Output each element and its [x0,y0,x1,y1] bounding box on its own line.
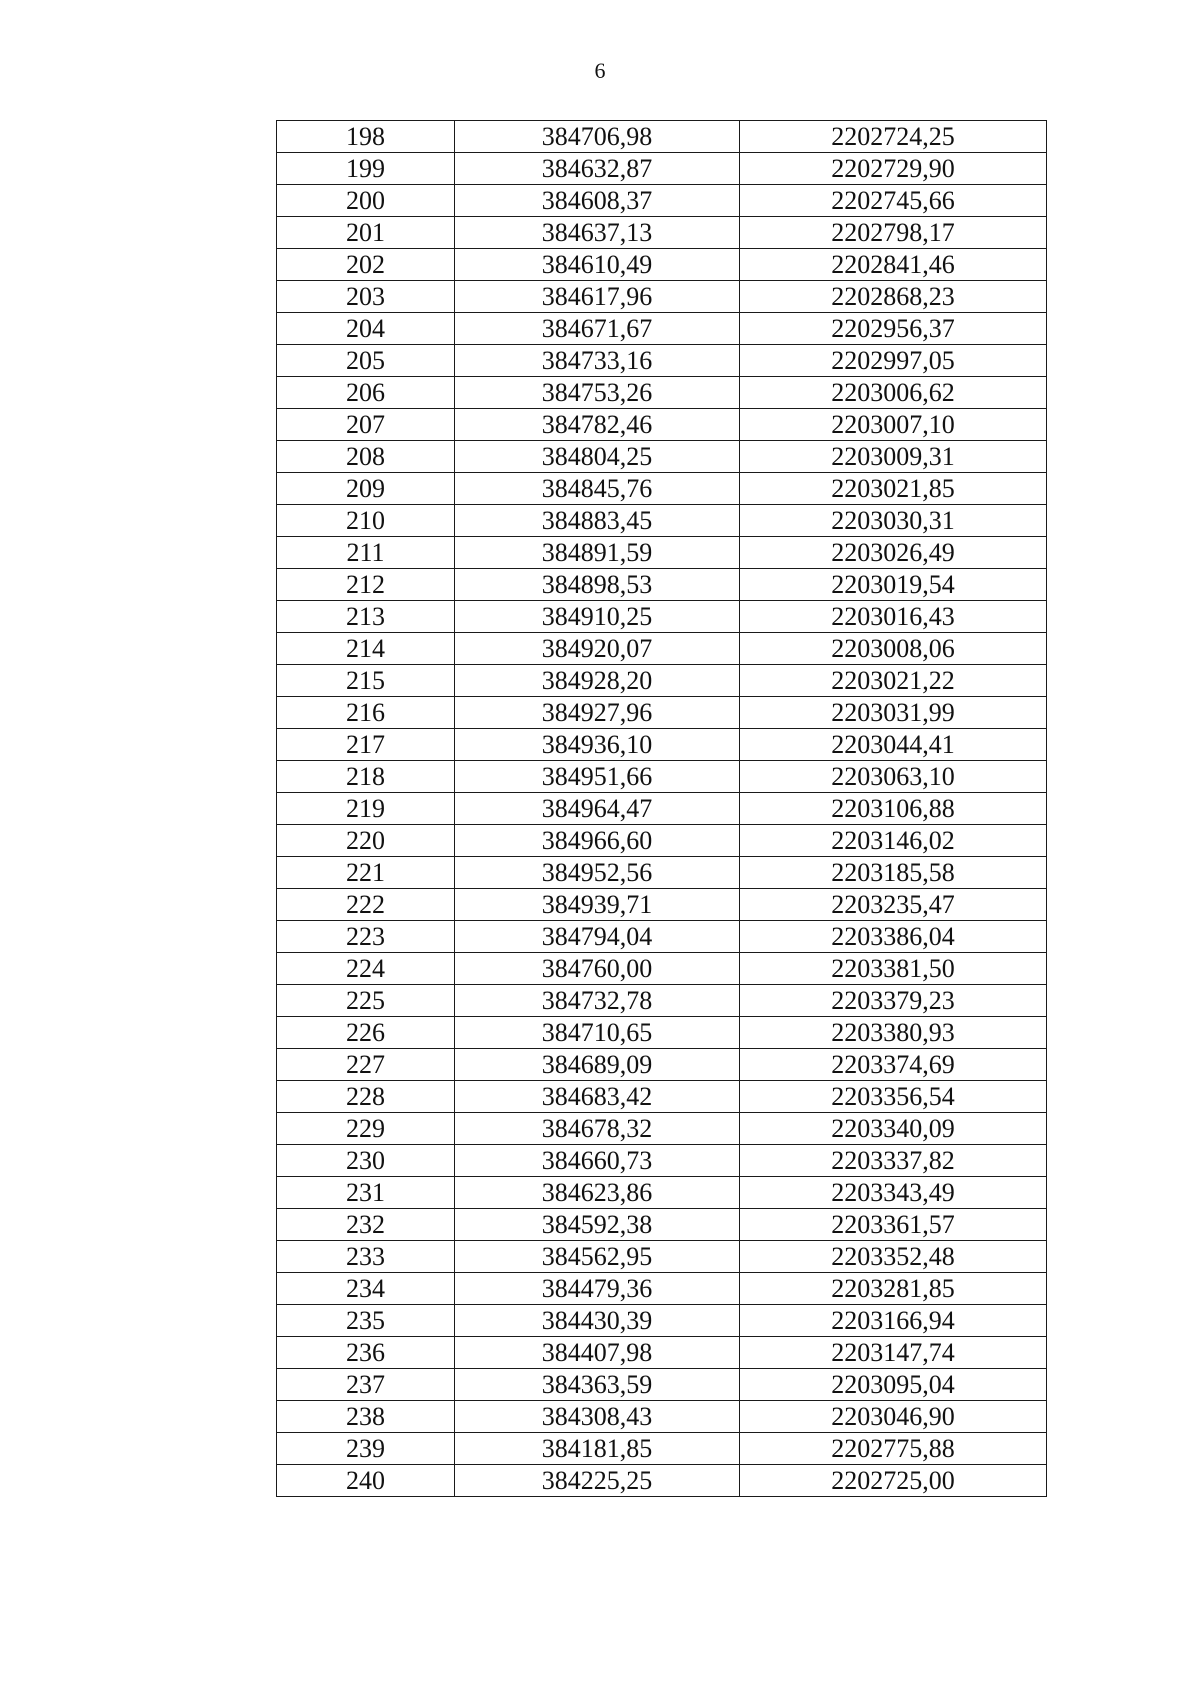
point-number-cell: 232 [277,1209,455,1241]
y-coordinate-cell: 2202868,23 [740,281,1047,313]
x-coordinate-cell: 384898,53 [455,569,740,601]
x-coordinate-cell: 384952,56 [455,857,740,889]
y-coordinate-cell: 2202775,88 [740,1433,1047,1465]
point-number-cell: 216 [277,697,455,729]
y-coordinate-cell: 2203281,85 [740,1273,1047,1305]
point-number-cell: 240 [277,1465,455,1497]
y-coordinate-cell: 2203380,93 [740,1017,1047,1049]
x-coordinate-cell: 384479,36 [455,1273,740,1305]
table-row [277,1273,1047,1305]
table-row [277,1081,1047,1113]
y-coordinate-cell: 2203016,43 [740,601,1047,633]
x-coordinate-cell: 384610,49 [455,249,740,281]
table-row [277,537,1047,569]
x-coordinate-cell: 384732,78 [455,985,740,1017]
point-number-cell: 219 [277,793,455,825]
x-coordinate-cell: 384430,39 [455,1305,740,1337]
coordinates-table-body [277,121,1047,1497]
x-coordinate-cell: 384910,25 [455,601,740,633]
x-coordinate-cell: 384562,95 [455,1241,740,1273]
point-number-cell: 205 [277,345,455,377]
table-row [277,409,1047,441]
x-coordinate-cell: 384939,71 [455,889,740,921]
table-row [277,441,1047,473]
table-row [277,121,1047,153]
x-coordinate-cell: 384928,20 [455,665,740,697]
x-coordinate-cell: 384733,16 [455,345,740,377]
point-number-cell: 218 [277,761,455,793]
point-number-cell: 202 [277,249,455,281]
x-coordinate-cell: 384964,47 [455,793,740,825]
x-coordinate-cell: 384710,65 [455,1017,740,1049]
x-coordinate-cell: 384623,86 [455,1177,740,1209]
x-coordinate-cell: 384966,60 [455,825,740,857]
y-coordinate-cell: 2203337,82 [740,1145,1047,1177]
table-row [277,601,1047,633]
y-coordinate-cell: 2203352,48 [740,1241,1047,1273]
x-coordinate-cell: 384407,98 [455,1337,740,1369]
y-coordinate-cell: 2203030,31 [740,505,1047,537]
table-row [277,249,1047,281]
point-number-cell: 204 [277,313,455,345]
x-coordinate-cell: 384608,37 [455,185,740,217]
point-number-cell: 223 [277,921,455,953]
y-coordinate-cell: 2202956,37 [740,313,1047,345]
y-coordinate-cell: 2203006,62 [740,377,1047,409]
y-coordinate-cell: 2203343,49 [740,1177,1047,1209]
point-number-cell: 211 [277,537,455,569]
y-coordinate-cell: 2203008,06 [740,633,1047,665]
x-coordinate-cell: 384671,67 [455,313,740,345]
x-coordinate-cell: 384760,00 [455,953,740,985]
y-coordinate-cell: 2202997,05 [740,345,1047,377]
x-coordinate-cell: 384891,59 [455,537,740,569]
y-coordinate-cell: 2203361,57 [740,1209,1047,1241]
point-number-cell: 233 [277,1241,455,1273]
table-row [277,953,1047,985]
y-coordinate-cell: 2203007,10 [740,409,1047,441]
table-row [277,1305,1047,1337]
table-row [277,313,1047,345]
point-number-cell: 222 [277,889,455,921]
table-row [277,185,1047,217]
point-number-cell: 236 [277,1337,455,1369]
point-number-cell: 203 [277,281,455,313]
point-number-cell: 210 [277,505,455,537]
x-coordinate-cell: 384308,43 [455,1401,740,1433]
point-number-cell: 227 [277,1049,455,1081]
table-row [277,1433,1047,1465]
x-coordinate-cell: 384181,85 [455,1433,740,1465]
table-row [277,729,1047,761]
table-row [277,665,1047,697]
table-row [277,217,1047,249]
y-coordinate-cell: 2203021,22 [740,665,1047,697]
x-coordinate-cell: 384637,13 [455,217,740,249]
x-coordinate-cell: 384845,76 [455,473,740,505]
y-coordinate-cell: 2203063,10 [740,761,1047,793]
y-coordinate-cell: 2202725,00 [740,1465,1047,1497]
point-number-cell: 215 [277,665,455,697]
table-row [277,1017,1047,1049]
table-row [277,761,1047,793]
table-row [277,697,1047,729]
x-coordinate-cell: 384632,87 [455,153,740,185]
table-row [277,569,1047,601]
table-row [277,889,1047,921]
y-coordinate-cell: 2203374,69 [740,1049,1047,1081]
point-number-cell: 217 [277,729,455,761]
table-row [277,473,1047,505]
table-row [277,793,1047,825]
point-number-cell: 224 [277,953,455,985]
y-coordinate-cell: 2203381,50 [740,953,1047,985]
x-coordinate-cell: 384927,96 [455,697,740,729]
point-number-cell: 225 [277,985,455,1017]
table-row [277,1145,1047,1177]
point-number-cell: 234 [277,1273,455,1305]
table-row [277,1369,1047,1401]
x-coordinate-cell: 384660,73 [455,1145,740,1177]
x-coordinate-cell: 384804,25 [455,441,740,473]
point-number-cell: 229 [277,1113,455,1145]
point-number-cell: 214 [277,633,455,665]
y-coordinate-cell: 2202798,17 [740,217,1047,249]
point-number-cell: 198 [277,121,455,153]
x-coordinate-cell: 384883,45 [455,505,740,537]
y-coordinate-cell: 2203009,31 [740,441,1047,473]
x-coordinate-cell: 384592,38 [455,1209,740,1241]
y-coordinate-cell: 2203166,94 [740,1305,1047,1337]
y-coordinate-cell: 2203021,85 [740,473,1047,505]
point-number-cell: 239 [277,1433,455,1465]
point-number-cell: 231 [277,1177,455,1209]
x-coordinate-cell: 384683,42 [455,1081,740,1113]
point-number-cell: 220 [277,825,455,857]
y-coordinate-cell: 2203026,49 [740,537,1047,569]
table-row [277,1177,1047,1209]
table-row [277,377,1047,409]
page-number: 6 [594,58,606,83]
y-coordinate-cell: 2203031,99 [740,697,1047,729]
y-coordinate-cell: 2203379,23 [740,985,1047,1017]
table-row [277,153,1047,185]
y-coordinate-cell: 2202729,90 [740,153,1047,185]
x-coordinate-cell: 384678,32 [455,1113,740,1145]
table-row [277,1241,1047,1273]
point-number-cell: 237 [277,1369,455,1401]
point-number-cell: 200 [277,185,455,217]
point-number-cell: 221 [277,857,455,889]
y-coordinate-cell: 2203340,09 [740,1113,1047,1145]
point-number-cell: 226 [277,1017,455,1049]
y-coordinate-cell: 2203019,54 [740,569,1047,601]
y-coordinate-cell: 2203044,41 [740,729,1047,761]
table-row [277,985,1047,1017]
table-row [277,857,1047,889]
table-row [277,921,1047,953]
x-coordinate-cell: 384794,04 [455,921,740,953]
point-number-cell: 207 [277,409,455,441]
coordinates-table [276,120,1047,1497]
y-coordinate-cell: 2203185,58 [740,857,1047,889]
y-coordinate-cell: 2203235,47 [740,889,1047,921]
point-number-cell: 199 [277,153,455,185]
table-row [277,345,1047,377]
x-coordinate-cell: 384689,09 [455,1049,740,1081]
point-number-cell: 228 [277,1081,455,1113]
point-number-cell: 212 [277,569,455,601]
y-coordinate-cell: 2202745,66 [740,185,1047,217]
y-coordinate-cell: 2203106,88 [740,793,1047,825]
y-coordinate-cell: 2203095,04 [740,1369,1047,1401]
x-coordinate-cell: 384706,98 [455,121,740,153]
table-row [277,1337,1047,1369]
table-row [277,1209,1047,1241]
y-coordinate-cell: 2203147,74 [740,1337,1047,1369]
table-row [277,825,1047,857]
y-coordinate-cell: 2202724,25 [740,121,1047,153]
table-row [277,1401,1047,1433]
x-coordinate-cell: 384951,66 [455,761,740,793]
table-row [277,1049,1047,1081]
point-number-cell: 209 [277,473,455,505]
point-number-cell: 238 [277,1401,455,1433]
x-coordinate-cell: 384363,59 [455,1369,740,1401]
table-row [277,1465,1047,1497]
point-number-cell: 235 [277,1305,455,1337]
table-row [277,505,1047,537]
y-coordinate-cell: 2202841,46 [740,249,1047,281]
y-coordinate-cell: 2203386,04 [740,921,1047,953]
x-coordinate-cell: 384920,07 [455,633,740,665]
point-number-cell: 230 [277,1145,455,1177]
point-number-cell: 201 [277,217,455,249]
y-coordinate-cell: 2203046,90 [740,1401,1047,1433]
point-number-cell: 208 [277,441,455,473]
y-coordinate-cell: 2203146,02 [740,825,1047,857]
y-coordinate-cell: 2203356,54 [740,1081,1047,1113]
x-coordinate-cell: 384782,46 [455,409,740,441]
table-row [277,633,1047,665]
x-coordinate-cell: 384936,10 [455,729,740,761]
point-number-cell: 213 [277,601,455,633]
x-coordinate-cell: 384617,96 [455,281,740,313]
x-coordinate-cell: 384225,25 [455,1465,740,1497]
x-coordinate-cell: 384753,26 [455,377,740,409]
point-number-cell: 206 [277,377,455,409]
table-row [277,281,1047,313]
table-row [277,1113,1047,1145]
